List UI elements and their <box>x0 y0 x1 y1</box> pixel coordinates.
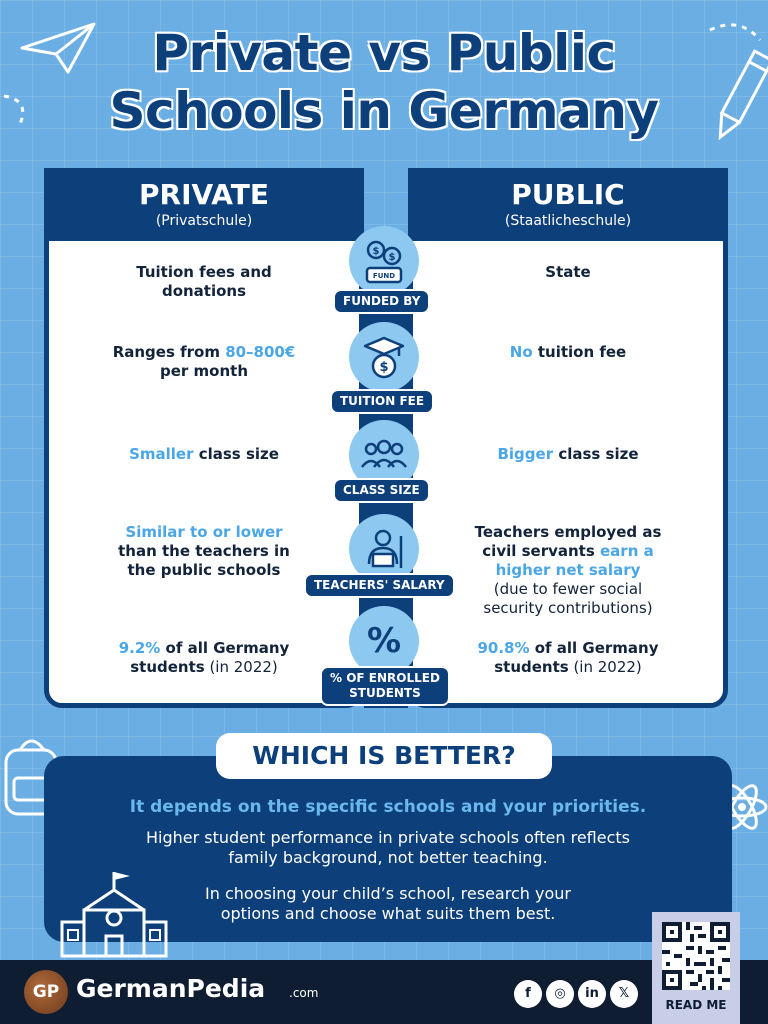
conclusion-p1-line2: family background, not better teaching. <box>228 848 548 867</box>
public-class-cell <box>413 445 723 464</box>
title-line-1: Private vs Public <box>152 24 616 82</box>
svg-text:$: $ <box>388 252 396 263</box>
private-tuition-cell <box>49 343 359 381</box>
conclusion-title: WHICH IS BETTER? <box>216 733 552 779</box>
private-enrolled-cell <box>49 639 359 677</box>
tuition-icon <box>349 322 419 392</box>
category-enrolled <box>320 666 450 706</box>
private-enrolled-year: (in 2022) <box>204 658 278 676</box>
facebook-icon[interactable]: f <box>514 980 542 1008</box>
conclusion-p2-line2: options and choose what suits them best. <box>220 904 556 923</box>
public-enrolled-students: students <box>494 658 569 676</box>
public-class-hl: Bigger <box>497 445 554 463</box>
public-header <box>413 173 723 241</box>
instagram-icon[interactable]: ◎ <box>546 980 574 1008</box>
private-funded-line1: Tuition fees and <box>136 263 272 281</box>
public-funded-text: State <box>545 263 591 281</box>
private-funded-line2: donations <box>161 282 247 300</box>
private-enrolled-pct: 9.2% <box>118 639 161 657</box>
title-line-2: Schools in Germany <box>109 82 659 140</box>
public-salary-line2-pre: civil servants <box>482 542 600 560</box>
public-tuition-hl: No <box>509 343 533 361</box>
public-salary-cell <box>413 523 723 618</box>
qr-code-icon[interactable] <box>662 922 730 990</box>
public-tuition-cell <box>413 343 723 362</box>
private-class-hl: Smaller <box>129 445 194 463</box>
public-salary-line3: higher net salary <box>495 561 641 579</box>
public-class-rest: class size <box>553 445 639 463</box>
category-enrolled-line1: % OF ENROLLED <box>330 671 440 685</box>
public-salary-line4: (due to fewer social <box>493 580 643 598</box>
private-heading: PRIVATE <box>139 178 269 211</box>
germanpedia-logo[interactable]: GP <box>24 970 68 1014</box>
private-class-rest: class size <box>193 445 279 463</box>
linkedin-icon[interactable]: in <box>578 980 606 1008</box>
public-salary-line5: security contributions) <box>483 599 653 617</box>
x-icon[interactable]: 𝕏 <box>610 980 638 1008</box>
category-enrolled-line2: STUDENTS <box>349 686 421 700</box>
private-enrolled-rest: of all Germany <box>160 639 290 657</box>
conclusion-p2-line1: In choosing your child’s school, research your <box>205 884 571 903</box>
private-funded-cell <box>49 263 359 301</box>
category-class-size: CLASS SIZE <box>333 478 430 503</box>
private-salary-line1: Similar to or lower <box>125 523 283 541</box>
public-enrolled-pct: 90.8% <box>477 639 530 657</box>
conclusion-p1-line1: Higher student performance in private schools often reflects <box>145 828 630 847</box>
fund-label: FUND <box>372 272 396 280</box>
private-subheading: (Privatschule) <box>155 213 253 229</box>
svg-text:$: $ <box>372 246 380 257</box>
category-teachers-salary: TEACHERS' SALARY <box>304 573 455 598</box>
public-heading: PUBLIC <box>511 178 625 211</box>
category-tuition-fee: TUITION FEE <box>330 389 434 414</box>
private-tuition-range: 80–800€ <box>225 343 296 361</box>
private-tuition-line2: per month <box>160 362 248 380</box>
private-salary-cell <box>49 523 359 580</box>
percent-glyph: % <box>366 621 402 661</box>
category-funded-by: FUNDED BY <box>333 289 430 314</box>
brand-name[interactable]: GermanPedia <box>76 974 266 1003</box>
conclusion-paragraph-1 <box>44 828 732 868</box>
public-tuition-rest: tuition fee <box>532 343 627 361</box>
teacher-reading-icon <box>359 524 409 574</box>
public-salary-line1: Teachers employed as <box>474 523 662 541</box>
private-salary-line2: than the teachers in <box>118 542 290 560</box>
private-tuition-pre: Ranges from <box>112 343 226 361</box>
public-funded-cell <box>413 263 723 282</box>
private-salary-line3: the public schools <box>127 561 281 579</box>
group-people-icon <box>359 435 409 475</box>
svg-text:$: $ <box>379 360 389 375</box>
public-subheading: (Staatlicheschule) <box>504 213 632 229</box>
read-me-label[interactable]: READ ME <box>665 998 727 1012</box>
fund-icon <box>349 226 419 296</box>
graduation-coin-icon <box>359 332 409 382</box>
public-enrolled-cell <box>413 639 723 677</box>
private-header <box>49 173 359 241</box>
conclusion-lead: It depends on the specific schools and your priorities. <box>129 797 647 817</box>
public-salary-line2-hl: earn a <box>600 542 654 560</box>
money-bag-icon <box>359 236 409 286</box>
public-enrolled-rest: of all Germany <box>529 639 659 657</box>
school-building-icon <box>60 866 168 960</box>
private-class-cell <box>49 445 359 464</box>
public-column <box>408 168 728 708</box>
public-enrolled-year: (in 2022) <box>568 658 642 676</box>
private-column <box>44 168 364 708</box>
page-title <box>0 24 768 140</box>
private-enrolled-students: students <box>130 658 205 676</box>
brand-tld: .com <box>289 986 319 1000</box>
